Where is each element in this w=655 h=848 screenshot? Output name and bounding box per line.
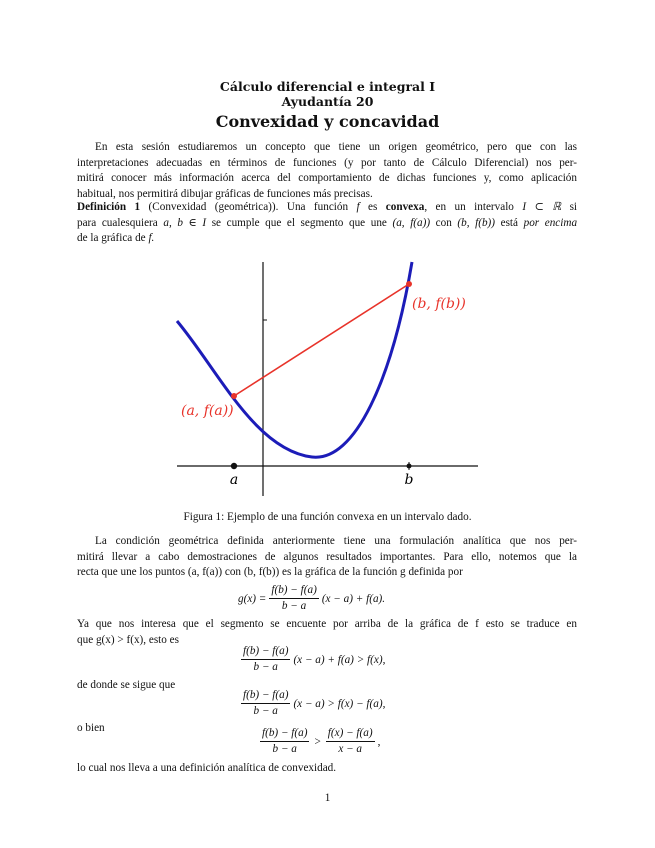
equation-g <box>238 584 385 613</box>
page-number: 1 <box>324 792 331 804</box>
session-title: Ayudantía 20 <box>281 94 374 109</box>
eq-fraction <box>260 727 309 756</box>
eq-rhs: (x − a) > f(x) − f(a), <box>293 697 386 710</box>
math-f: f. <box>148 232 155 244</box>
eq-numerator: f(x) − f(a) <box>326 727 375 742</box>
marker-b <box>407 464 412 469</box>
eq-end: , <box>377 735 381 748</box>
eq-fraction <box>326 727 375 756</box>
body-line: o bien <box>77 722 105 734</box>
eq-denominator: b − a <box>253 661 278 673</box>
definition-text: si <box>569 201 578 213</box>
course-title: Cálculo diferencial e integral I <box>219 79 436 94</box>
label-point-b: (b, f(b)) <box>412 296 466 312</box>
math-f: f <box>356 201 360 213</box>
eq-numerator: f(b) − f(a) <box>260 727 309 742</box>
math-vars: a, b ∈ I <box>163 216 207 229</box>
eq-rhs: (x − a) + f(a). <box>321 592 386 605</box>
body-paragraph <box>77 761 577 777</box>
eq-denominator: b − a <box>272 743 297 755</box>
definition-text: para cualesquiera <box>77 216 158 229</box>
definition-emphasis: por encima <box>523 216 578 229</box>
convex-curve <box>177 262 412 457</box>
body-line: recta que une los puntos (a, f(a)) con (b, f(b)) es la gráfica de la función g definida por <box>77 566 463 578</box>
eq-fraction <box>269 584 318 613</box>
body-paragraph <box>77 617 577 648</box>
body-paragraph <box>77 534 577 581</box>
body-line: La condición geométrica definida anteriormente tiene una formulación analítica que nos per- <box>95 535 577 547</box>
definition-text: Una función <box>286 201 349 213</box>
math-interval: I ⊂ ℝ <box>522 201 562 213</box>
equation-inequality-1 <box>238 645 385 674</box>
eq-denominator: x − a <box>338 743 363 755</box>
eq-fraction <box>241 645 290 674</box>
eq-numerator: f(b) − f(a) <box>269 584 318 599</box>
definition-text: , en un intervalo <box>424 201 514 213</box>
definition-text: se cumple que el segmento que une <box>211 216 387 229</box>
eq-rhs: (x − a) + f(a) > f(x), <box>293 653 386 666</box>
intro-line: mitirá conocer más información acerca del comportamiento de dichas funciones y, como aplicación <box>77 172 577 184</box>
eq-denominator: b − a <box>281 600 307 612</box>
definition-head: Definición 1 <box>77 201 141 213</box>
marker-a <box>231 463 237 469</box>
math-point-a: (a, f(a)) <box>392 216 431 229</box>
intro-line: En esta sesión estudiaremos un concepto que tiene un origen geométrico, pero que con las <box>95 141 577 153</box>
intro-line: interpretaciones adecuadas en términos de funciones (y por tanto de Cálculo Diferencial) nos per- <box>77 156 577 169</box>
label-b: b <box>404 472 414 488</box>
definition-text: está <box>500 216 519 229</box>
figure-caption: Figura 1: Ejemplo de una función convexa en un intervalo dado. <box>183 511 472 523</box>
eq-numerator: f(b) − f(a) <box>241 689 290 704</box>
definition-text: es <box>368 201 378 213</box>
definition-name: (Convexidad (geométrica)). <box>148 201 279 213</box>
definition-text: de la gráfica de <box>77 232 146 244</box>
point-a <box>231 393 237 399</box>
equation-slopes <box>257 727 380 756</box>
eq-operator: > <box>314 735 321 748</box>
page-title: Convexidad y concavidad <box>215 112 440 131</box>
intro-line: habitual, nos permitirá dibujar gráficas de funciones más precisas. <box>77 187 373 200</box>
body-line: mitirá llevar a cabo demostraciones de algunos resultados importantes. Para ello, notemos que la <box>77 550 577 563</box>
eq-lhs: g(x) = <box>238 592 267 605</box>
label-point-a: (a, f(a)) <box>181 403 234 419</box>
body-line: lo cual nos lleva a una definición analítica de convexidad. <box>77 762 337 774</box>
definition-text: con <box>435 216 452 229</box>
body-line: que g(x) > f(x), esto es <box>77 633 179 646</box>
body-line: de donde se sigue que <box>77 679 176 691</box>
math-point-b: (b, f(b)) <box>457 216 496 229</box>
equation-inequality-2 <box>238 689 385 718</box>
eq-denominator: b − a <box>253 705 278 717</box>
point-b <box>406 281 412 287</box>
eq-numerator: f(b) − f(a) <box>241 645 290 660</box>
eq-fraction <box>241 689 290 718</box>
label-a: a <box>229 472 239 488</box>
definition-keyword: convexa <box>385 201 425 213</box>
body-line: Ya que nos interesa que el segmento se encuente por arriba de la gráfica de f esto se traduce en <box>77 618 577 630</box>
